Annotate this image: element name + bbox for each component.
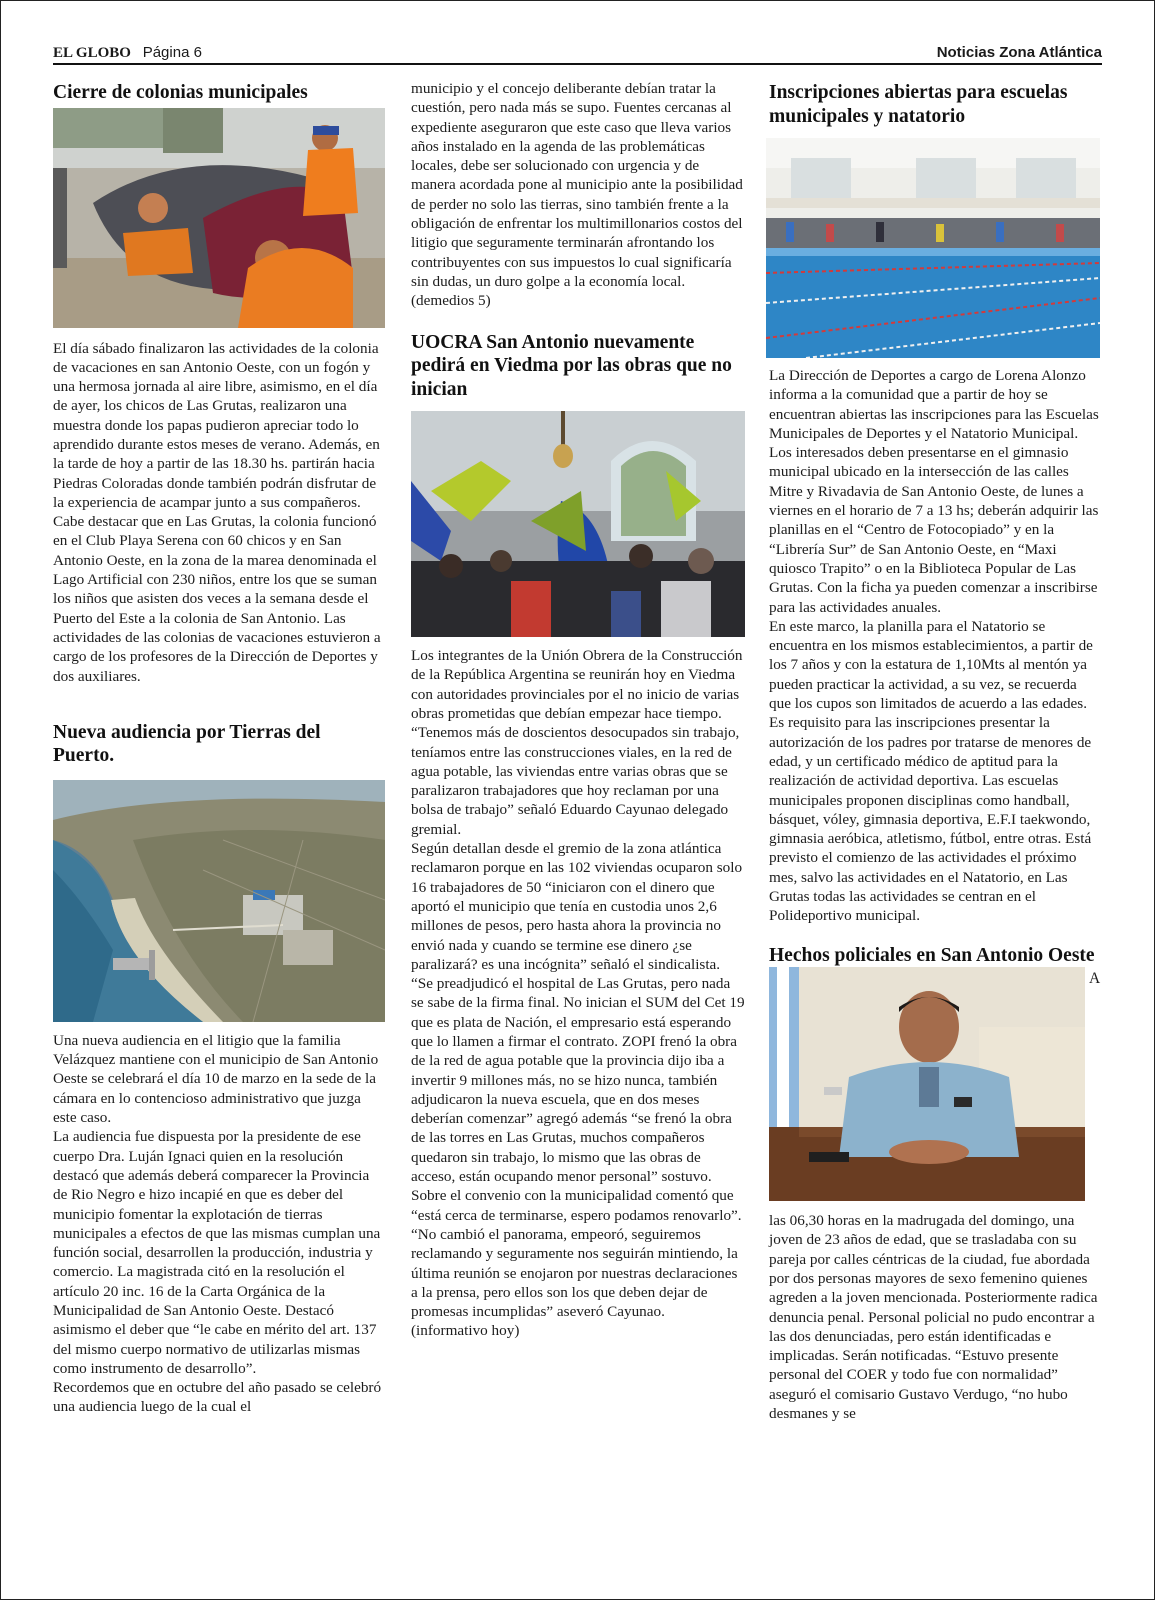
article-body-policiales	[769, 1211, 1102, 1423]
children-camp-photo	[53, 108, 385, 328]
paragraph: municipio y el concejo deliberante debían tratar la cuestión, pero nada más se supo. Fuentes cercanas al expediente aseguraron que este caso que lleva varios años instalado en la agenda de las problemáticas locales, debe ser solucionado con urgencia y de manera acordada pone al municipio ante la posibilidad de perder no solo las tierras, sino también frente a la obligación de enfrentar los multimillonarios costos del litigio que seguramente terminarán afrontando los contribuyentes con sus impuestos lo cual significaría sin dudas, un duro golpe a la economía local. (demedios 5)	[411, 80, 743, 310]
article-continuation-tierras	[411, 79, 745, 311]
article-title-policiales: Hechos policiales en San Antonio Oeste	[769, 944, 1095, 966]
policiales-photo-row	[769, 967, 1102, 1203]
paragraph: “No cambió el panorama, empeoró, seguiremos reclamando y seguramente nos seguirán mintiendo, la última reunión se enojaron por nuestras declaraciones a la prensa, pero ellos son los que deben dejar de promesas incumplidas” aseveró Cayunao. (informativo hoy)	[411, 1225, 738, 1340]
paragraph: Sobre el convenio con la municipalidad comentó que “está cerca de terminarse, espero podamos renovarlo”.	[411, 1187, 742, 1224]
aerial-port-photo	[53, 780, 385, 1022]
article-title-inscripciones: Inscripciones abiertas para escuelas municipales y natatorio	[769, 82, 1068, 127]
paragraph: Los integrantes de la Unión Obrera de la Construcción de la República Argentina se reunirán hoy en Viedma con autoridades provinciales por el no inicio de varias obras prometidas que debían empezar hace tiempo. “Tenemos más de doscientos desocupados sin trabajo, teníamos entre las construcciones viales, en la red de agua potable, las viviendas entre varias obras que se paralizaron trabajadores que hoy reclaman por una bolsa de trabajo” señaló Eduardo Cayunao delegado gremial.	[411, 647, 743, 838]
paragraph: En este marco, la planilla para el Natatorio se encuentra en los mismos establecimientos, a partir de los 7 años y con la estatura de 1,10Mts al mentón ya pueden practicar la actividad, a su vez, se recuerda que los cupos son limitados de acuerdo a las edades. Es requisito para las inscripciones presentar la autorización de los padres por tratarse de menores de edad, y un certificado médico de aptitud para la realización de actividad deportiva. Las escuelas municipales proponen disciplinas como handball, básquet, vóley, gimnasia deportiva, E.F.I taekwondo, gimnasia aeróbica, atletismo, fútbol, entre otras. Está previsto el comienzo de las actividades el próximo mes, salvo las actividades en el Natatorio, en Las Grutas todas las actividades se centran en el Polideportivo municipal.	[769, 617, 1093, 925]
paragraph: Según detallan desde el gremio de la zona atlántica reclamaron porque en las 102 viviendas ocuparon solo 16 trabajadores de 50 “iniciaron con el dinero que aportó el municipio que tenía en custodia unos 2,6 millones de pesos, pero hasta ahora la provincia no envió nada y cuando se termine ese dinero ¿se paralizará? es una incógnita” señaló el sindicalista.	[411, 840, 743, 973]
column-1	[53, 80, 385, 1417]
paragraph: Los interesados deben presentarse en el gimnasio municipal ubicado en la intersección de las calles Mitre y Rivadavia de San Antonio Oeste, de lunes a viernes en el horario de 7 a 13 hs; deberán adquirir las planillas en el “Centro de Fotocopiado” y en la “Librería Sur” de San Antonio Oeste, en “Maxi quiosco Trapito” o en la Biblioteca Popular de Las Grutas. Con la ficha ya pueden comenzar a inscribirse para las actividades anuales.	[769, 444, 1099, 616]
paragraph: Una nueva audiencia en el litigio que la familia Velázquez mantiene con el municipio de San Antonio Oeste se celebrará el día 10 de marzo en la sede de la cámara en lo contencioso administrativo que juzga este caso.	[53, 1031, 379, 1127]
paragraph: El día sábado finalizaron las actividades de la colonia de vacaciones en san Antonio Oeste, con un fogón y una hermosa jornada al aire libre, asimismo, en el día de ayer, los chicos de Las Grutas, realizaron una muestra donde los papas pudieron apreciar todo lo aprendido durante estos meses de verano. Además, en la tarde de hoy a partir de las 18.30 hs. partirán hacia Piedras Coloradas donde también podrán disfrutar de la experiencia de acampar junto a sus compañeros. Cabe destacar que en Las Grutas, la colonia funcionó en el Club Playa Serena con 60 chicos y en San Antonio Oeste, en la zona de la marea denominada el Lago Artificial con 230 niños, entre los que se suman los niños que asisten dos veces a la semana desde el Puerto del Este a la colonia de San Antonio. Las actividades de las colonias de vacaciones estuvieron a cargo de los profesores de la Dirección de Deportes y dos auxiliares.	[53, 339, 381, 685]
article-title-tierras: Nueva audiencia por Tierras del Puerto.	[53, 721, 321, 767]
article-title-uocra: UOCRA San Antonio nuevamente pedirá en Viedma por las obras que no inician	[411, 331, 732, 400]
paragraph: “Se preadjudicó el hospital de Las Grutas, pero nada se sabe de la firma final. No inician el SUM del Cet 19 que es plata de Nación, el empresario está esperando que lo llamen a firmar el contrato. ZOPI frenó la obra de la red de agua potable que la provincia dijo iba a invertir 9 millones más, no se hizo nunca, también adjudicaron la nueva escuela, que en dos meses deberían comenzar” agregó además “se frenó la obra de las torres en Las Grutas, muchos compañeros quedaron sin trabajo, lo mismo que las obras de acceso, están ocupando menor personal” sostuvo.	[411, 975, 745, 1186]
page-header-left	[53, 44, 202, 62]
paragraph: La audiencia fue dispuesta por la presidente de ese cuerpo Dra. Luján Ignaci quien en la resolución destacó que además deberá comparecer la Provincia de Rio Negro e hizo incapié en que es deber del municipio fomentar la explotación de tierras municipales a efectos de que las mismas cumplan una función social, desarrollen la producción, industria y comercio. La magistrada citó en la resolución el artículo 20 inc. 16 de la Carta Orgánica de la Municipalidad de San Antonio Oeste. Destacó asimismo el deber que “le cabe en mérito del art. 137 del mismo cuerpo normativo de utilizarlas mismas como instrumento de desarrollo”.	[53, 1128, 381, 1377]
page-number: Página 6	[142, 44, 202, 61]
swimming-pool-photo	[766, 138, 1100, 358]
paragraph: Recordemos que en octubre del año pasado se celebró una audiencia luego de la cual el	[53, 1379, 382, 1416]
article-body-tierras	[53, 1031, 385, 1417]
section-name: Noticias Zona Atlántica	[936, 44, 1102, 61]
article-body-colonias	[53, 339, 385, 686]
column-2	[411, 80, 745, 1341]
paragraph: las 06,30 horas en la madrugada del domingo, una joven de 23 años de edad, que se trasladaba con su pareja por calles céntricas de la ciudad, fue abordada por dos personas mayores de sexo femenino quienes agreden a la joven mencionada. Posteriormente radica denuncia penal. Personal policial no pudo encontrar a las dos denunciadas, pero están identificadas e implicadas. Serán notificadas. “Estuvo presente personal del COER y todo fue con normalidad” aseguró el comisario Gustavo Verdugo, “no hubo desmanes y se	[769, 1212, 1098, 1423]
article-title-colonias: Cierre de colonias municipales	[53, 82, 308, 103]
column-3	[769, 80, 1102, 1423]
paragraph: La Dirección de Deportes a cargo de Lorena Alonzo informa a la comunidad que a partir de hoy se encuentran abiertas las inscripciones para las Escuelas Municipales de Deportes y el Natatorio Municipal.	[769, 367, 1099, 442]
article-body-uocra	[411, 646, 745, 1341]
header-rule	[53, 63, 1102, 65]
article-body-inscripciones	[769, 366, 1102, 926]
dropcap: A	[1089, 970, 1101, 988]
masthead: EL GLOBO	[53, 45, 131, 61]
protest-crowd-photo	[411, 411, 745, 637]
police-commissioner-photo	[769, 967, 1085, 1201]
